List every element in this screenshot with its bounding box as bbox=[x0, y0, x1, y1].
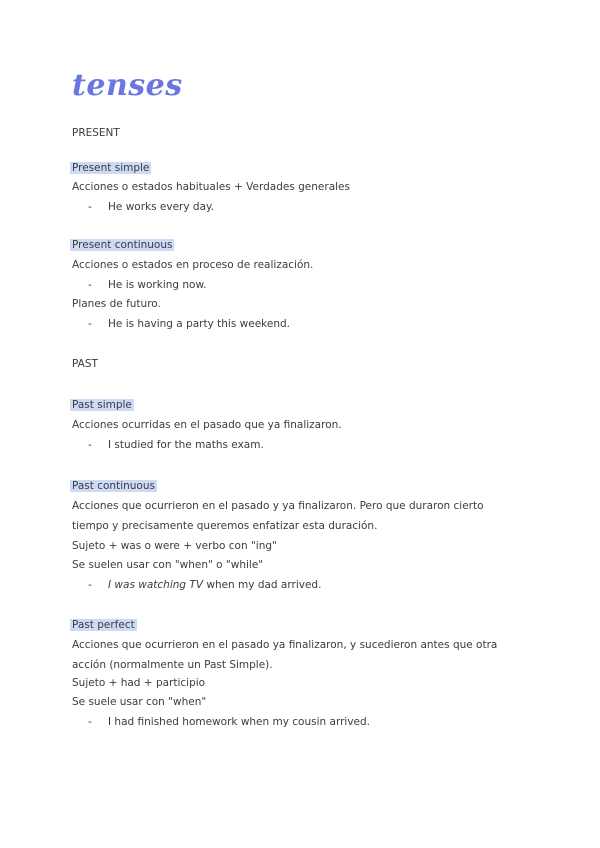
section-label-present: PRESENT bbox=[72, 127, 120, 139]
present-simple-desc: Acciones o estados habituales + Verdades generales bbox=[72, 181, 350, 193]
section-label-past: PAST bbox=[72, 358, 98, 370]
bullet-dash: - bbox=[88, 716, 92, 728]
past-simple-heading: Past simple bbox=[72, 399, 132, 411]
past-perfect-heading-line bbox=[72, 617, 137, 633]
bullet-dash: - bbox=[88, 201, 92, 213]
past-perfect-example bbox=[88, 714, 370, 730]
past-perfect-heading: Past perfect bbox=[72, 619, 135, 631]
present-simple-heading: Present simple bbox=[72, 162, 150, 174]
bullet-dash: - bbox=[88, 579, 92, 591]
present-simple-heading-line bbox=[72, 160, 151, 176]
page-title: tenses bbox=[72, 68, 183, 103]
past-perfect-usage: Se suele usar con "when" bbox=[72, 696, 207, 708]
past-continuous-heading: Past continuous bbox=[72, 480, 155, 492]
bullet-dash: - bbox=[88, 439, 92, 451]
past-continuous-example bbox=[88, 577, 321, 593]
bullet-dash: - bbox=[88, 318, 92, 330]
example-text: I studied for the maths exam. bbox=[108, 439, 264, 451]
past-simple-example bbox=[88, 437, 264, 453]
present-continuous-heading: Present continuous bbox=[72, 239, 173, 251]
present-continuous-heading-line bbox=[72, 237, 174, 253]
present-continuous-example1 bbox=[88, 277, 206, 293]
present-simple-example bbox=[88, 199, 214, 215]
example-text: He is having a party this weekend. bbox=[108, 318, 290, 330]
past-perfect-desc: Acciones que ocurrieron en el pasado ya finalizaron, y sucedieron antes que otra acción (normalmente un Past Simple). bbox=[72, 639, 498, 671]
past-continuous-usage: Se suelen usar con "when" o "while" bbox=[72, 559, 264, 571]
example-italic-text: I was watching TV bbox=[108, 579, 204, 591]
past-continuous-desc: Acciones que ocurrieron en el pasado y ya finalizaron. Pero que duraron cierto tiempo y precisamente queremos enfatizar esta duración. bbox=[72, 500, 484, 532]
past-perfect-structure: Sujeto + had + participio bbox=[72, 677, 206, 689]
present-continuous-desc2: Planes de futuro. bbox=[72, 298, 161, 310]
example-text: when my dad arrived. bbox=[203, 579, 322, 591]
past-simple-desc: Acciones ocurridas en el pasado que ya finalizaron. bbox=[72, 419, 342, 431]
bullet-dash: - bbox=[88, 279, 92, 291]
past-simple-heading-line bbox=[72, 397, 134, 413]
example-text: He works every day. bbox=[108, 201, 215, 213]
present-continuous-example2 bbox=[88, 316, 290, 332]
example-text: I had finished homework when my cousin arrived. bbox=[108, 716, 370, 728]
past-continuous-structure: Sujeto + was o were + verbo con "ing" bbox=[72, 540, 277, 552]
past-continuous-heading-line bbox=[72, 478, 157, 494]
example-text: He is working now. bbox=[108, 279, 207, 291]
present-continuous-desc: Acciones o estados en proceso de realización. bbox=[72, 259, 314, 271]
